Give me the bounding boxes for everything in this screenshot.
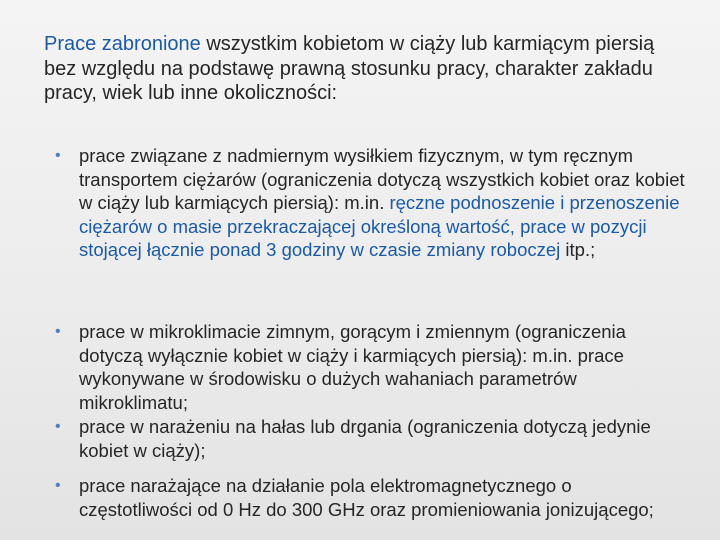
intro-highlight: Prace zabronione bbox=[44, 33, 201, 55]
intro-text: wszystkim kobietom w ciąży lub karmiącym piersią bez względu na podstawę prawną stosunku pracy, charakter zakładu pracy, wiek lub inne okoliczności: bbox=[44, 33, 655, 104]
bullet-marker: • bbox=[55, 323, 61, 340]
bullet-list bbox=[55, 144, 685, 532]
list-item bbox=[55, 144, 685, 309]
bullet-marker: • bbox=[55, 418, 61, 435]
bullet-text: prace w narażeniu na hałas lub drgania (ograniczenia dotyczą jedynie kobiet w ciąży); bbox=[79, 416, 651, 461]
list-item bbox=[55, 320, 685, 413]
intro-paragraph bbox=[44, 32, 664, 106]
bullet-text: prace narażające na działanie pola elektromagnetycznego o częstotliwości od 0 Hz do 300 GHz oraz promieniowania jonizującego; bbox=[79, 475, 654, 520]
bullet-marker: • bbox=[55, 477, 61, 494]
bullet-text-end: itp.; bbox=[560, 239, 596, 260]
bullet-marker: • bbox=[55, 147, 61, 164]
bullet-text: prace związane z nadmiernym wysiłkiem fizycznym, w tym ręcznym transportem ciężarów (ograniczenia dotyczą wszystkich kobiet oraz kobiet w ciąży lub karmiących piersią): m.in. bbox=[79, 145, 685, 213]
bullet-highlight: ręczne podnoszenie i przenoszenie ciężarów o masie przekraczającej określoną wartość, prace w pozycji stojącej łącznie ponad 3 godziny w czasie zmiany roboczej bbox=[79, 192, 680, 260]
list-item bbox=[55, 415, 685, 463]
list-item bbox=[55, 474, 685, 521]
bullet-text: prace w mikroklimacie zimnym, gorącym i zmiennym (ograniczenia dotyczą wyłącznie kobiet w ciąży i karmiących piersią): m.in. prace wykonywane w środowisku o dużych wahaniach parametrów mikroklimatu; bbox=[79, 321, 626, 413]
